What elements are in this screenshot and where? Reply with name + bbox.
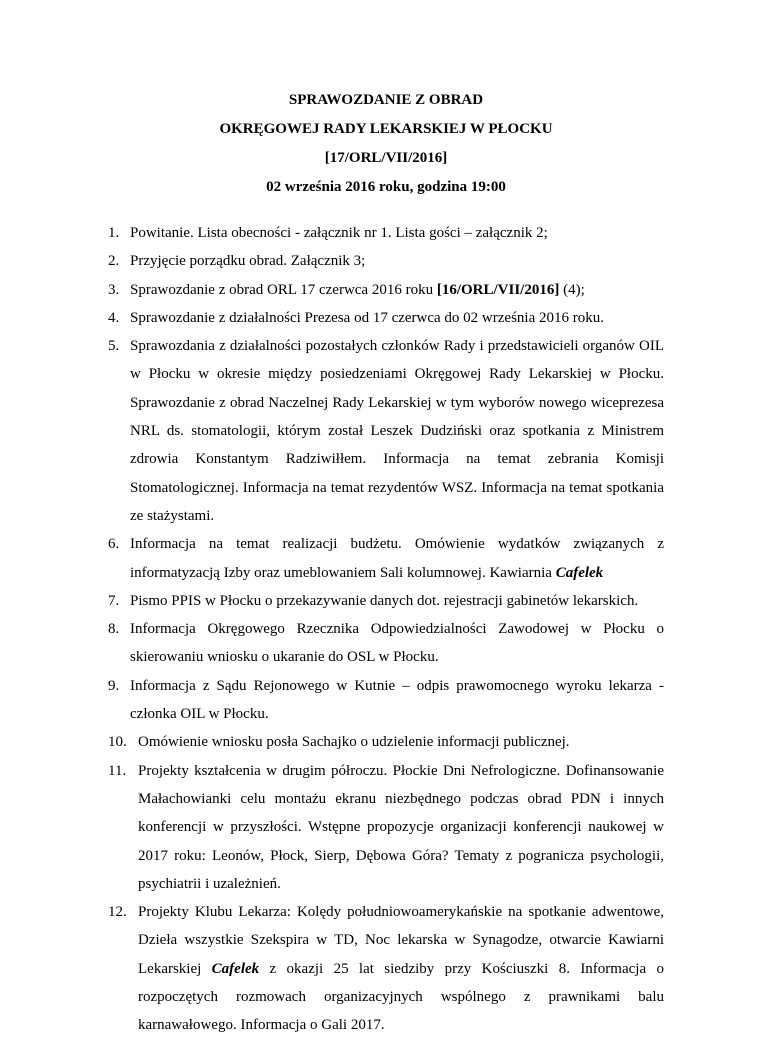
item-text: Pismo PPIS w Płocku o przekazywanie danych dot. rejestracji gabinetów lekarskich. bbox=[130, 592, 639, 609]
item-number: 10. bbox=[108, 734, 127, 751]
item-number: 4. bbox=[108, 309, 120, 326]
item-text: Przyjęcie porządku obrad. Załącznik 3; bbox=[130, 253, 366, 270]
item-number: 5. bbox=[108, 338, 120, 355]
agenda-item-7 bbox=[108, 587, 664, 615]
item-text: Sprawozdanie z działalności Prezesa od 17 czerwca do 02 września 2016 roku. bbox=[130, 309, 604, 326]
item-text: Informacja z Sądu Rejonowego w Kutnie – odpis prawomocnego wyroku lekarza - członka OIL w Płocku. bbox=[130, 677, 664, 723]
item-text: Sprawozdania z działalności pozostałych członków Rady i przedstawicieli organów OIL w Płocku w okresie między posiedzeniami Okręgowej Rady Lekarskiej w Płocku. Sprawozdanie z obrad Naczelnej Rady Lekarskiej w tym wyborów nowego wiceprezesa NRL ds. stomatologii, którym został Leszek Dudziński oraz spotkania z Ministrem zdrowia Konstantym Radziwiłłem. Informacja na temat zebrania Komisji Stomatologicznej. Informacja na temat rezydentów WSZ. Informacja na temat spotkania ze stażystami. bbox=[130, 338, 664, 524]
item-text-part: Sprawozdanie z obrad ORL 17 czerwca 2016 roku bbox=[130, 281, 437, 298]
agenda-item-4 bbox=[108, 304, 664, 332]
agenda-item-8 bbox=[108, 615, 664, 672]
item-number: 9. bbox=[108, 677, 120, 694]
item-text-part: (4); bbox=[559, 281, 585, 298]
item-text-part: z okazji 25 lat siedziby przy Kościuszki 8. Informacja o rozpoczętych rozmowach organizacyjnych wspólnego z prawnikami balu karnawałowego. Informacja o Gali 2017. bbox=[138, 960, 664, 1034]
item-text: Projekty kształcenia w drugim półroczu. Płockie Dni Nefrologiczne. Dofinansowanie Małachowianki celu montażu ekranu niezbędnego podczas obrad PDN i innych konferencji w przyszłości. Wstępne propozycje organizacji konferencji naukowej w 2017 roku: Leonów, Płock, Sierp, Dębowa Góra? Tematy z pogranicza psychologii, psychiatrii i uzależnień. bbox=[138, 762, 664, 892]
item-number: 7. bbox=[108, 592, 120, 609]
agenda-item-12 bbox=[108, 898, 664, 1039]
cafe-name: Cafelek bbox=[211, 960, 260, 977]
item-text: Informacja Okręgowego Rzecznika Odpowiedzialności Zawodowej w Płocku o skierowaniu wniosku o ukaranie do OSL w Płocku. bbox=[130, 621, 664, 666]
agenda-item-5 bbox=[108, 332, 664, 530]
item-number: 3. bbox=[108, 281, 120, 298]
agenda-item-1 bbox=[108, 219, 664, 247]
document-header bbox=[108, 90, 664, 197]
report-reference: [16/ORL/VII/2016] bbox=[436, 281, 560, 298]
agenda-item-10 bbox=[108, 728, 664, 756]
agenda-item-3 bbox=[108, 276, 664, 304]
council-name: OKRĘGOWEJ RADY LEKARSKIEJ W PŁOCKU bbox=[219, 121, 553, 137]
item-text bbox=[130, 282, 585, 298]
item-text-part: Projekty Klubu Lekarza: Kolędy południowoamerykańskie na spotkanie adwentowe, Dzieła wszystkie Szekspira w TD, Noc lekarska w Synagodze, otwarcie Kawiarni Lekarskiej bbox=[138, 904, 664, 977]
item-number: 11. bbox=[108, 762, 127, 779]
item-number: 2. bbox=[108, 253, 120, 270]
meeting-date: 02 września 2016 roku, godzina 19:00 bbox=[266, 179, 506, 195]
agenda-item-11 bbox=[108, 757, 664, 898]
item-text: Omówienie wniosku posła Sachajko o udzielenie informacji publicznej. bbox=[138, 734, 570, 751]
agenda-item-2 bbox=[108, 247, 664, 275]
item-text bbox=[130, 536, 664, 580]
item-number: 12. bbox=[108, 904, 127, 921]
agenda-list bbox=[108, 219, 664, 1040]
item-number: 1. bbox=[108, 225, 120, 241]
report-title: SPRAWOZDANIE Z OBRAD bbox=[288, 92, 484, 108]
agenda-item-9 bbox=[108, 672, 664, 729]
cafe-name: Cafelek bbox=[555, 564, 604, 581]
item-text: Powitanie. Lista obecności - załącznik nr 1. Lista gości – załącznik 2; bbox=[130, 225, 548, 241]
item-text-part: Informacja na temat realizacji budżetu. Omówienie wydatków związanych z informatyzacją Izby oraz umeblowaniem Sali kolumnowej. Kawiarnia bbox=[130, 536, 664, 581]
item-number: 6. bbox=[108, 536, 120, 553]
agenda-item-6 bbox=[108, 530, 664, 587]
report-number: [17/ORL/VII/2016] bbox=[324, 150, 448, 166]
item-number: 8. bbox=[108, 621, 120, 638]
item-text bbox=[138, 904, 664, 1033]
